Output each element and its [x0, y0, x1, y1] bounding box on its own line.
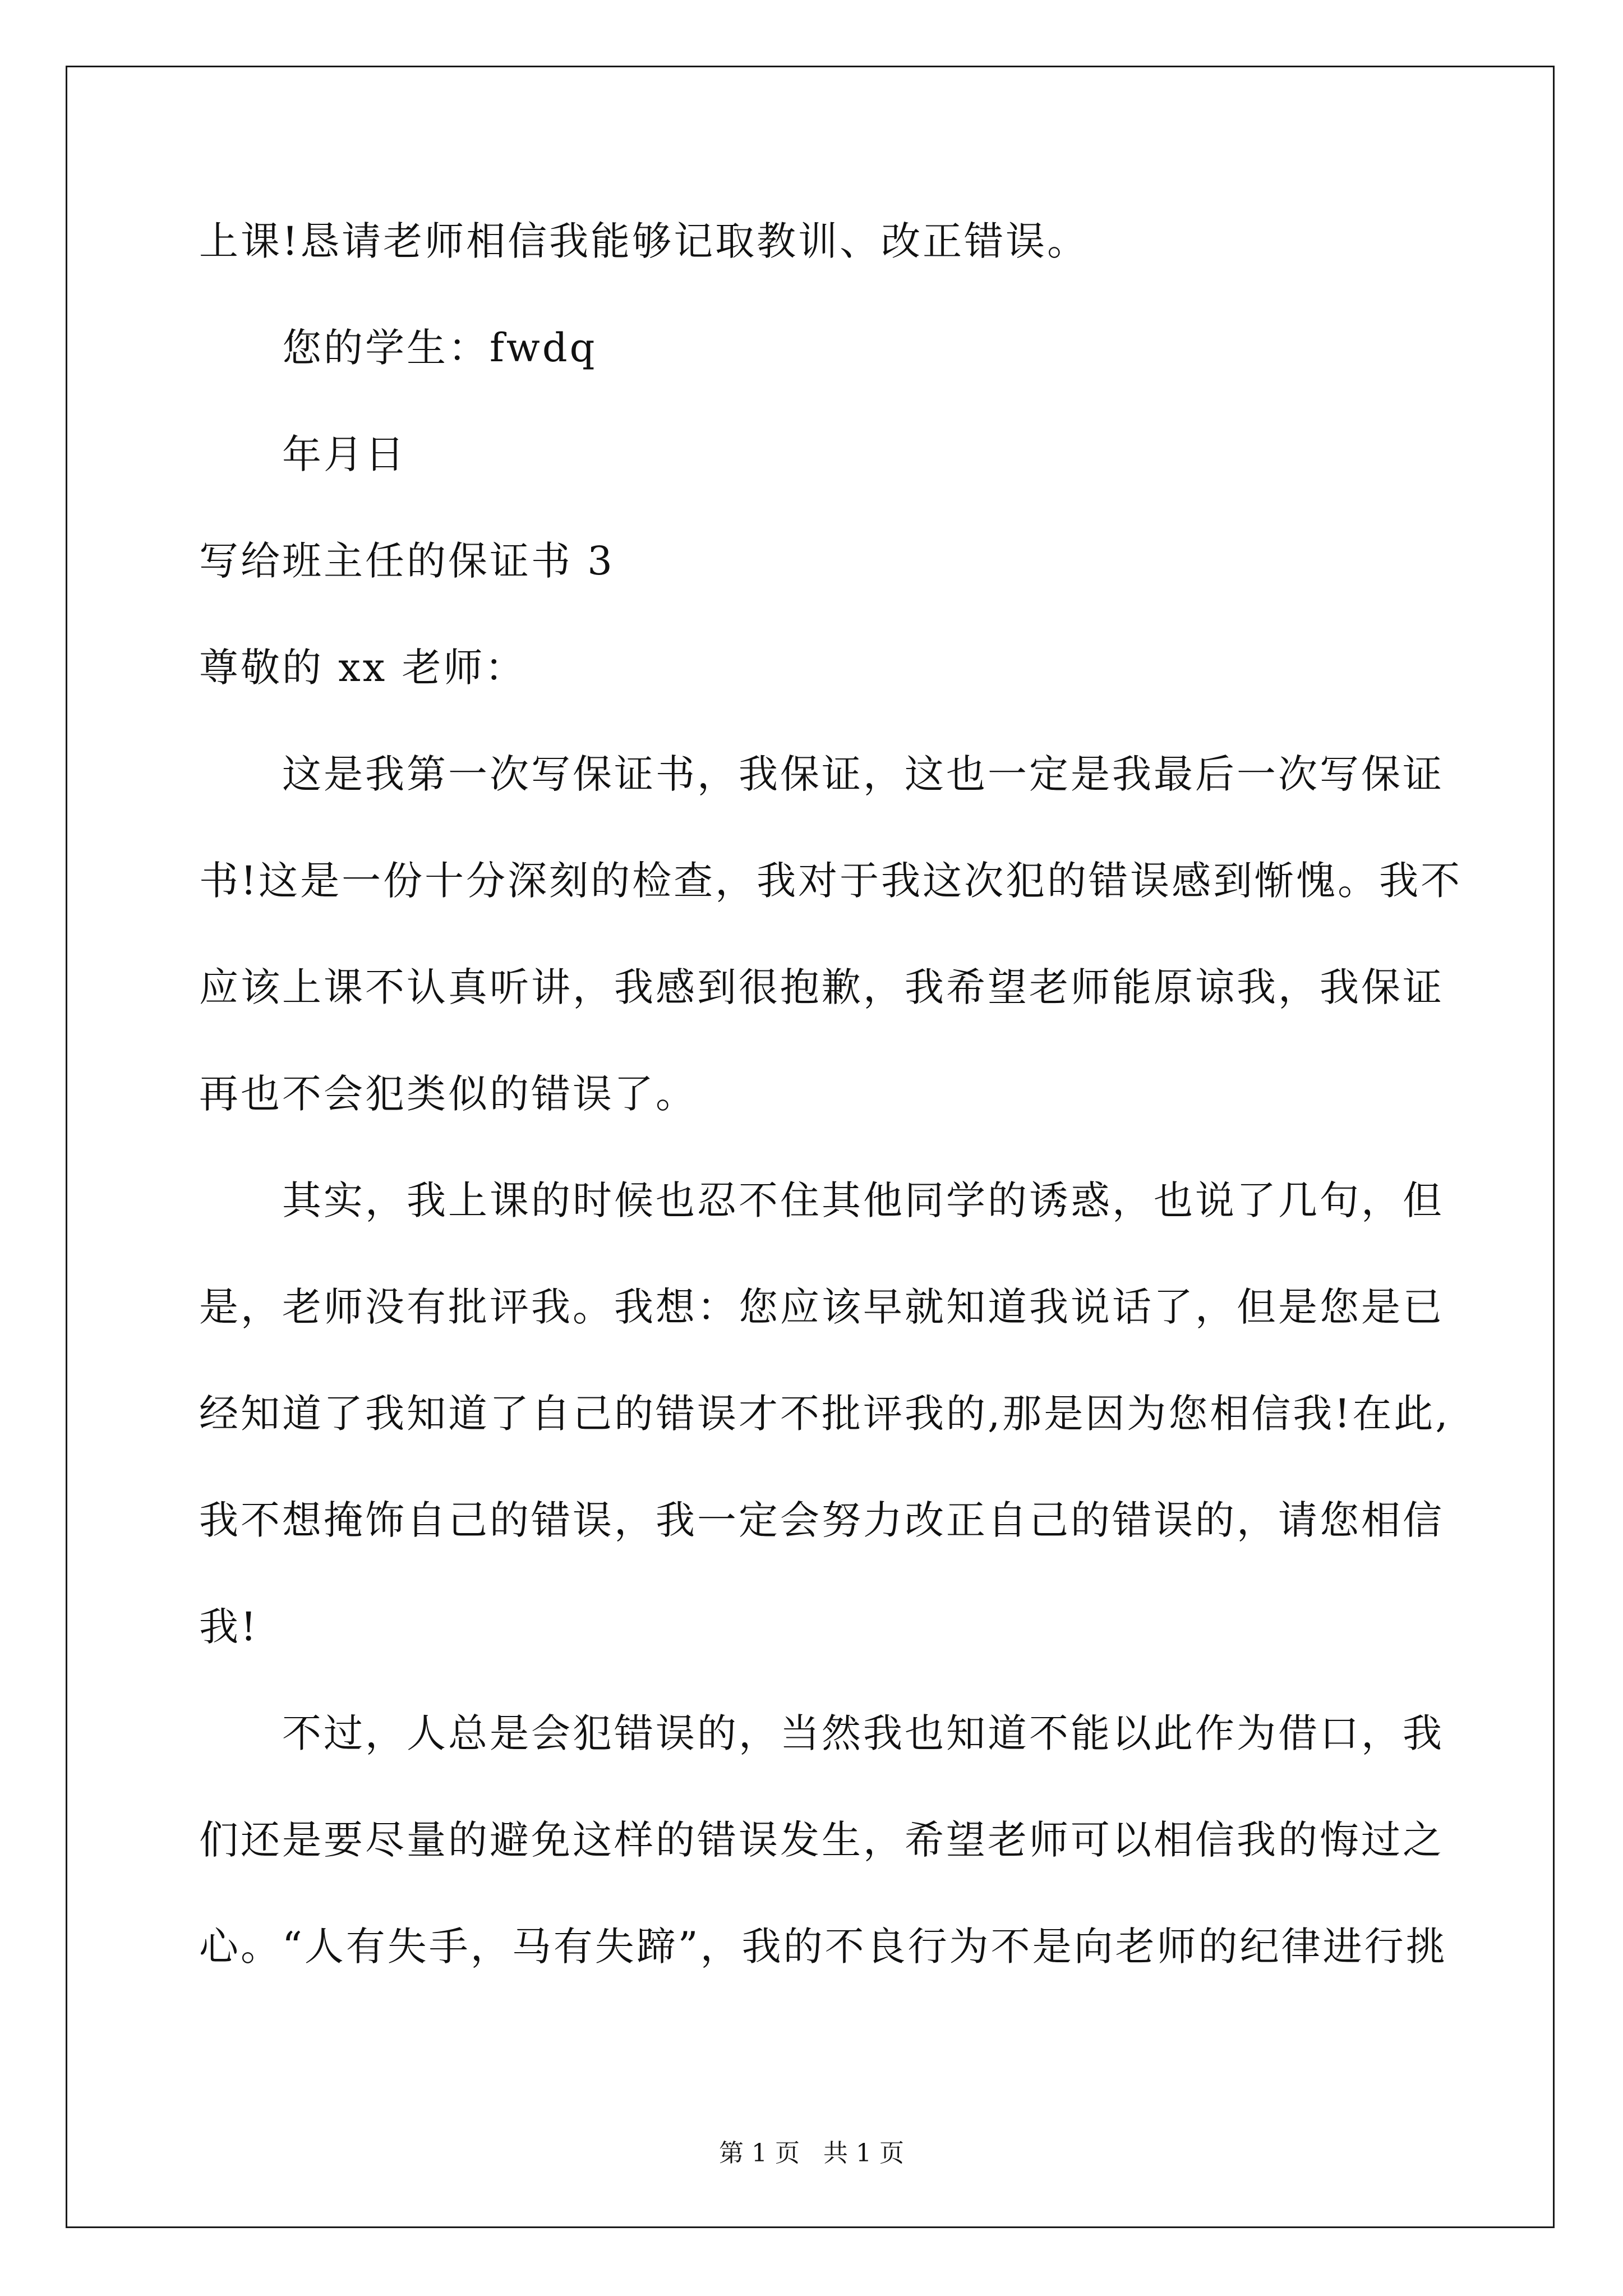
date-line: 年月日	[282, 431, 407, 477]
body-line-1: 上课!恳请老师相信我能够记取教训、改正错误。	[199, 218, 1089, 264]
page-footer: 第 1 页 共 1 页	[719, 2139, 904, 2168]
paragraph-3-line-2: 们还是要尽量的避免这样的错误发生，希望老师可以相信我的悔过之	[199, 1817, 1444, 1863]
paragraph-1-line-4: 再也不会犯类似的错误了。	[199, 1071, 697, 1117]
section-title: 写给班主任的保证书 3	[199, 538, 615, 584]
paragraph-3-line-3: 心。“人有失手，马有失蹄”，我的不良行为不是向老师的纪律进行挑	[199, 1924, 1447, 1970]
paragraph-2-line-3: 经知道了我知道了自己的错误才不批评我的,那是因为您相信我!在此,	[199, 1391, 1450, 1437]
page-border	[66, 66, 1555, 2228]
paragraph-2-line-4: 我不想掩饰自己的错误，我一定会努力改正自己的错误的，请您相信	[199, 1497, 1444, 1543]
paragraph-3-line-1: 不过，人总是会犯错误的，当然我也知道不能以此作为借口，我	[282, 1710, 1444, 1756]
paragraph-2-line-5: 我!	[199, 1604, 259, 1650]
salutation: 尊敬的 xx 老师：	[199, 645, 527, 691]
paragraph-1-line-3: 应该上课不认真听讲，我感到很抱歉，我希望老师能原谅我，我保证	[199, 964, 1444, 1010]
paragraph-1-line-1: 这是我第一次写保证书，我保证，这也一定是我最后一次写保证	[282, 751, 1444, 797]
paragraph-2-line-1: 其实，我上课的时候也忍不住其他同学的诱惑，也说了几句，但	[282, 1177, 1444, 1223]
paragraph-2-line-2: 是，老师没有批评我。我想：您应该早就知道我说话了，但是您是已	[199, 1284, 1444, 1330]
paragraph-1-line-2: 书!这是一份十分深刻的检查，我对于我这次犯的错误感到惭愧。我不	[199, 858, 1463, 904]
signature-line: 您的学生：fwdq	[282, 325, 597, 371]
